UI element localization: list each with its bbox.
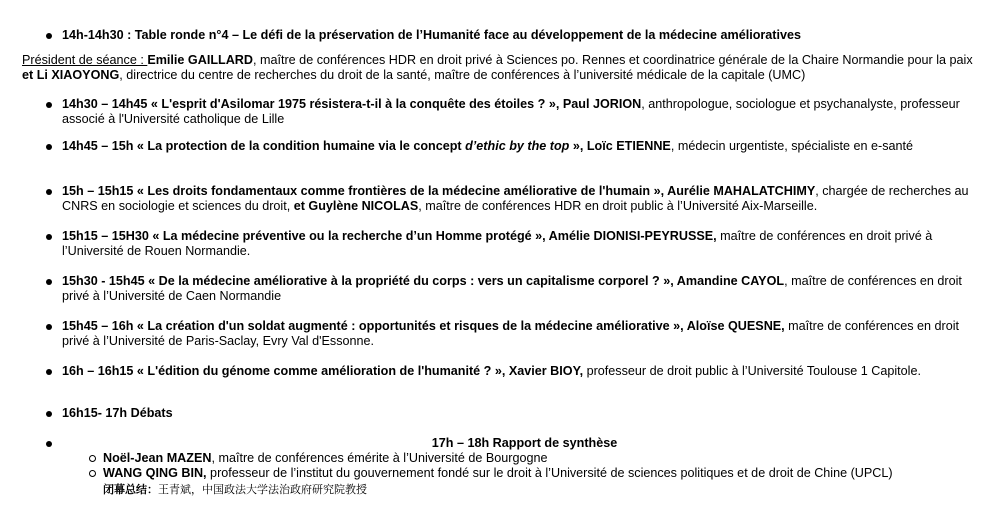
talk-bold: 15h30 - 15h45 « De la médecine améliorative à la propriété du corps : vers un capitalisme corporel ? », Amandine CAYOL (62, 274, 785, 288)
synthese-desc: , maître de conférences émérite à l’Université de Bourgogne (211, 451, 548, 465)
debats-label: 16h15- 17h Débats (62, 406, 173, 420)
president-desc-2: , directrice du centre de recherches du droit de la santé, maître de conférences à l’université médicale de la capitale (UMC) (119, 68, 806, 82)
talk-bold-2: et Guylène NICOLAS (293, 199, 419, 213)
synthese-chinese (103, 482, 983, 497)
talk-bold: 16h – 16h15 « L'édition du génome comme amélioration de l'humanité ? », Xavier BIOY, (62, 364, 584, 378)
debats-item (62, 406, 987, 421)
bullet-icon (46, 33, 52, 39)
president-desc-1: , maître de conférences HDR en droit privé à Sciences po. Rennes et coordinatrice générale de la Chaire Normandie pour la paix (253, 53, 973, 67)
talk-item (62, 97, 987, 127)
president-et: et (22, 68, 37, 82)
talk-rest: maître de conférences en droit privé à l’Université de Rouen Normandie. (62, 229, 933, 258)
chinese-label: 闭幕总结： (103, 483, 158, 496)
bullet-icon (46, 102, 52, 108)
talk-rest: , maître de conférences en droit privé à l’Université de Caen Normandie (62, 274, 962, 303)
president-name-2: Li XIAOYONG (36, 68, 120, 82)
talk-item (62, 184, 987, 214)
talk-rest: , médecin urgentiste, spécialiste en e-santé (670, 139, 914, 153)
talk-rest-2: , maître de conférences HDR en droit public à l’Université Aix-Marseille. (418, 199, 818, 213)
talk-item (62, 229, 987, 259)
talk-item (62, 364, 987, 379)
bullet-icon (46, 144, 52, 150)
talk-bold: 15h15 – 15H30 « La médecine préventive ou la recherche d’un Homme protégé », Amélie DIONISI-PEYRUSSE, (62, 229, 717, 243)
talk-bold: 15h45 – 16h « La création d'un soldat augmenté : opportunités et risques de la médecine améliorative », Aloïse QUESNE, (62, 319, 785, 333)
bullet-icon (46, 411, 52, 417)
talk-item (62, 139, 987, 154)
talk-bold-2: », Loïc ETIENNE (569, 139, 671, 153)
circle-bullet-icon (89, 470, 96, 477)
synthese-subitem (103, 466, 983, 481)
synthese-name: WANG QING BIN, (103, 466, 207, 480)
synthese-name: Noël-Jean MAZEN (103, 451, 212, 465)
president-de-seance (22, 53, 987, 83)
talk-rest: professeur de droit public à l’Université Toulouse 1 Capitole. (583, 364, 921, 378)
president-label: Président de séance : (22, 53, 148, 67)
table-ronde-header (62, 28, 987, 43)
talk-item (62, 319, 987, 349)
bullet-icon (46, 369, 52, 375)
president-name-1: Emilie GAILLARD (147, 53, 253, 67)
table-ronde-time: 14h-14h30 : (62, 28, 135, 42)
bullet-icon (46, 441, 52, 447)
synthese-desc: professeur de l’institut du gouvernement fondé sur le droit à l’Université de sciences politiques et de droit de Chine (UPCL) (206, 466, 893, 480)
talk-rest: maître de conférences en droit privé à l’Université de Paris-Saclay, Evry Val d'Essonne. (62, 319, 959, 348)
talk-item (62, 274, 987, 304)
talk-bold: 14h30 – 14h45 « L'esprit d'Asilomar 1975 résistera-t-il à la conquête des étoiles ? », Paul JORION (62, 97, 642, 111)
bullet-icon (46, 324, 52, 330)
talk-rest: , chargée de recherches au CNRS en sociologie et sciences du droit, (62, 184, 969, 213)
bullet-icon (46, 234, 52, 240)
talk-bold: 15h – 15h15 « Les droits fondamentaux comme frontières de la médecine améliorative de l'humain », Aurélie MAHALATCHIMY (62, 184, 816, 198)
chinese-text: 王青斌，中国政法大学法治政府研究院教授 (158, 483, 367, 496)
circle-bullet-icon (89, 455, 96, 462)
talk-italic: d’ethic by the top (465, 139, 570, 153)
talk-bold: 14h45 – 15h « La protection de la condition humaine via le concept (62, 139, 466, 153)
synthese-title: 17h – 18h Rapport de synthèse (431, 436, 618, 450)
bullet-icon (46, 279, 52, 285)
talk-rest: , anthropologue, sociologue et psychanalyste, professeur associé à l'Université catholique de Lille (62, 97, 960, 126)
synthese-subitem (103, 451, 983, 466)
synthese-item (62, 436, 987, 451)
table-ronde-title: Table ronde n°4 – Le défi de la préservation de l’Humanité face au développement de la médecine amélioratives (134, 28, 801, 42)
bullet-icon (46, 189, 52, 195)
